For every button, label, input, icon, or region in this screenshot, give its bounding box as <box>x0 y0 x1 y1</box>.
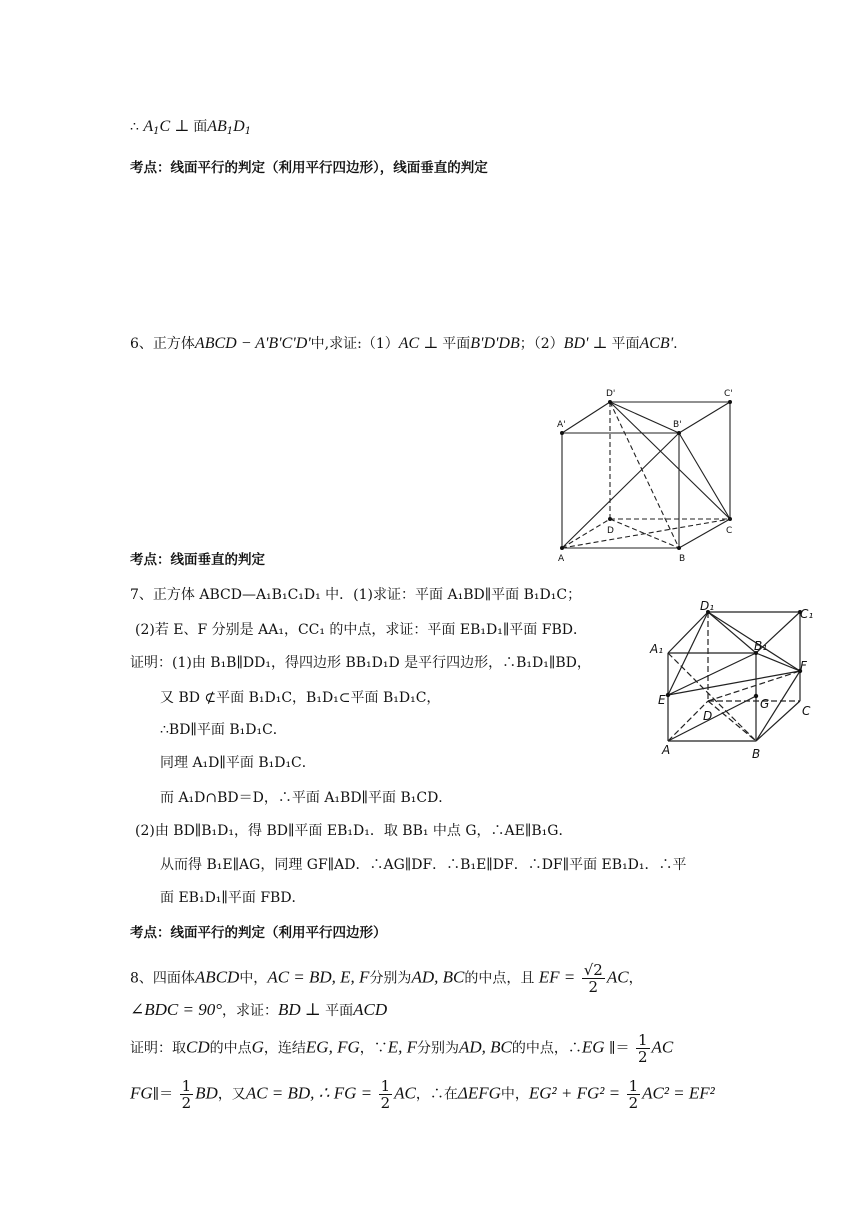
u2: BD <box>195 1083 218 1103</box>
frac-num: 1 <box>628 1077 639 1095</box>
p7-line8: (2)由 BD∥B₁D₁，得 BD∥平面 EB₁D₁．取 BB₁ 中点 G，∴AE∥B₁G． <box>135 823 573 839</box>
label-F: F <box>800 659 807 673</box>
p6-plane1-name: B'D'DB <box>470 335 520 352</box>
p6-claim2: BD' ⊥ <box>563 335 612 352</box>
label-Ap: A' <box>557 420 566 430</box>
frac-den: 2 <box>628 1094 639 1112</box>
p6-lead: 6、正方体 <box>130 336 195 352</box>
p6-plane2-name: ACB' <box>639 335 674 352</box>
label-D: D <box>703 709 713 723</box>
t5: ，连结 <box>263 1040 306 1057</box>
frac-num: 1 <box>637 1031 648 1049</box>
label-A: A <box>558 554 565 564</box>
p8-goal-name: ACD <box>353 1000 388 1019</box>
kaodian-3: 考点：线面平行的判定（利用平行四边形） <box>130 925 387 941</box>
p6-cube: ABCD − A'B'C'D' <box>194 335 311 352</box>
p8-mid1: 中， <box>239 970 268 987</box>
p7-line5: ∴BD∥平面 B₁D₁C． <box>160 722 287 738</box>
math-a: A <box>143 118 154 135</box>
p8-ef: EF = <box>538 967 576 987</box>
label-B: B <box>679 554 686 564</box>
p8-cond2: AD, BC <box>411 967 465 987</box>
u1: FG <box>130 1083 153 1103</box>
p8-cond1: AC = BD, E, F <box>267 967 370 987</box>
p8-proof-line1 <box>130 1032 673 1065</box>
label-C: C <box>726 526 733 536</box>
p7-line6: 同理 A₁D∥平面 B₁D₁C． <box>160 755 316 771</box>
p7-line10: 面 EB₁D₁∥平面 FBD． <box>160 890 306 906</box>
p6-end: . <box>673 336 678 352</box>
p7-line1: 7、正方体 ABCD—A₁B₁C₁D₁ 中．(1)求证：平面 A₁BD∥平面 B₁D₁C； <box>130 587 582 603</box>
p8-line2 <box>130 1000 387 1021</box>
t7: ，∵ <box>359 1040 388 1057</box>
cube-figure-6 <box>552 385 742 565</box>
math-d: D <box>233 118 245 135</box>
u5: AC <box>394 1083 416 1103</box>
label-Bp: B' <box>673 420 682 430</box>
label-A: A <box>662 743 671 757</box>
fraction-half-4 <box>627 1078 641 1111</box>
kaodian-1: 考点：线面平行的判定（利用平行四边形），线面垂直的判定 <box>130 160 488 176</box>
sub-3: 1 <box>244 126 252 137</box>
p8-comma: ， <box>628 970 643 987</box>
p6-mid: 中,求证:（1） <box>310 336 399 352</box>
label-D1: D₁ <box>700 599 715 613</box>
p8-mid3: 的中点，且 <box>464 970 535 987</box>
p6-plane1: 平面 <box>442 336 471 352</box>
label-B1: B₁ <box>754 639 768 653</box>
u3: ，又 <box>217 1086 246 1103</box>
p7-line4: 又 BD ⊄平面 B₁D₁C，B₁D₁⊂平面 B₁D₁C， <box>160 690 441 706</box>
t11: 的中点，∴ <box>511 1040 582 1057</box>
parallel-equal: ∥＝ <box>609 1040 630 1057</box>
p8-proof-line2 <box>130 1078 715 1111</box>
u10: AC² = EF² <box>642 1083 715 1103</box>
p8-mid2: 分别为 <box>369 970 412 987</box>
p8-prove: ，求证： <box>222 1003 279 1019</box>
t1: 证明：取 <box>130 1040 186 1057</box>
p8-goal: BD ⊥ <box>278 1000 326 1019</box>
face-word: 面 <box>193 119 208 135</box>
frac-den: 2 <box>588 978 599 996</box>
p7-line9: 从而得 B₁E∥AG，同理 GF∥AD．∴AG∥DF．∴B₁E∥DF．∴DF∥平面 EB₁D₁．∴平 <box>160 857 687 873</box>
t9: 分别为 <box>417 1040 460 1057</box>
p8-goal-plane: 平面 <box>325 1003 354 1019</box>
label-D: D <box>607 526 614 536</box>
u7: ΔEFG <box>457 1083 501 1103</box>
frac-den: 2 <box>637 1048 648 1066</box>
t13: AC <box>651 1037 674 1057</box>
p8-line1 <box>130 962 643 995</box>
frac-num: √2 <box>583 961 603 979</box>
p6-sep: ；（2） <box>519 336 564 352</box>
t2: CD <box>186 1037 210 1057</box>
u8: 中， <box>500 1086 529 1103</box>
frac-den: 2 <box>380 1094 391 1112</box>
t6: EG, FG <box>305 1037 360 1057</box>
frac-num: 1 <box>380 1077 391 1095</box>
u9: EG² + FG² = <box>528 1083 621 1103</box>
fraction-sqrt2-over-2 <box>582 962 605 995</box>
fraction-half-1 <box>636 1032 650 1065</box>
t12: EG <box>581 1037 605 1057</box>
math-c-perp: C ⊥ <box>159 118 194 135</box>
label-C1: C₁ <box>800 607 814 621</box>
sub-1: 1 <box>153 126 160 137</box>
label-Dp: D' <box>606 389 616 399</box>
p8-ac: AC <box>606 967 629 987</box>
p6-plane2: 平面 <box>611 336 640 352</box>
t8: E, F <box>387 1037 418 1057</box>
p8-lead: 8、四面体 <box>130 970 195 987</box>
p7-line7: 而 A₁D∩BD＝D，∴平面 A₁BD∥平面 B₁CD． <box>160 790 453 806</box>
parallel-equal-2: ∥＝ <box>152 1086 174 1103</box>
frac-num: 1 <box>181 1077 192 1095</box>
label-G: G <box>760 697 770 711</box>
t4: G <box>251 1037 264 1057</box>
therefore-symbol: ∴ <box>130 119 144 135</box>
math-ab: AB <box>207 118 227 135</box>
conclusion-line <box>130 117 251 142</box>
p7-line3: 证明：(1)由 B₁B∥DD₁，得四边形 BB₁D₁D 是平行四边形，∴B₁D₁∥BD， <box>130 655 591 671</box>
fraction-half-3 <box>379 1078 393 1111</box>
cube-figure-7 <box>648 598 828 768</box>
problem-6-statement <box>130 334 678 354</box>
label-C: C <box>802 704 811 718</box>
t10: AD, BC <box>459 1037 512 1057</box>
p8-name: ABCD <box>194 967 240 987</box>
sub-2: 1 <box>226 126 234 137</box>
label-B: B <box>752 747 761 761</box>
fraction-half-2 <box>180 1078 194 1111</box>
p6-claim1: AC ⊥ <box>398 335 443 352</box>
p7-line2: (2)若 E、F 分别是 AA₁，CC₁ 的中点，求证：平面 EB₁D₁∥平面 FBD． <box>135 622 587 638</box>
u6: ，∴在 <box>415 1086 458 1103</box>
p8-angle: ∠BDC = 90° <box>130 1000 223 1019</box>
label-A1: A₁ <box>650 642 664 656</box>
label-E: E <box>658 693 666 707</box>
kaodian-2: 考点：线面垂直的判定 <box>130 552 265 568</box>
label-Cp: C' <box>724 389 733 399</box>
u4: AC = BD, ∴ FG = <box>245 1083 373 1103</box>
frac-den: 2 <box>181 1094 192 1112</box>
t3: 的中点 <box>209 1040 252 1057</box>
